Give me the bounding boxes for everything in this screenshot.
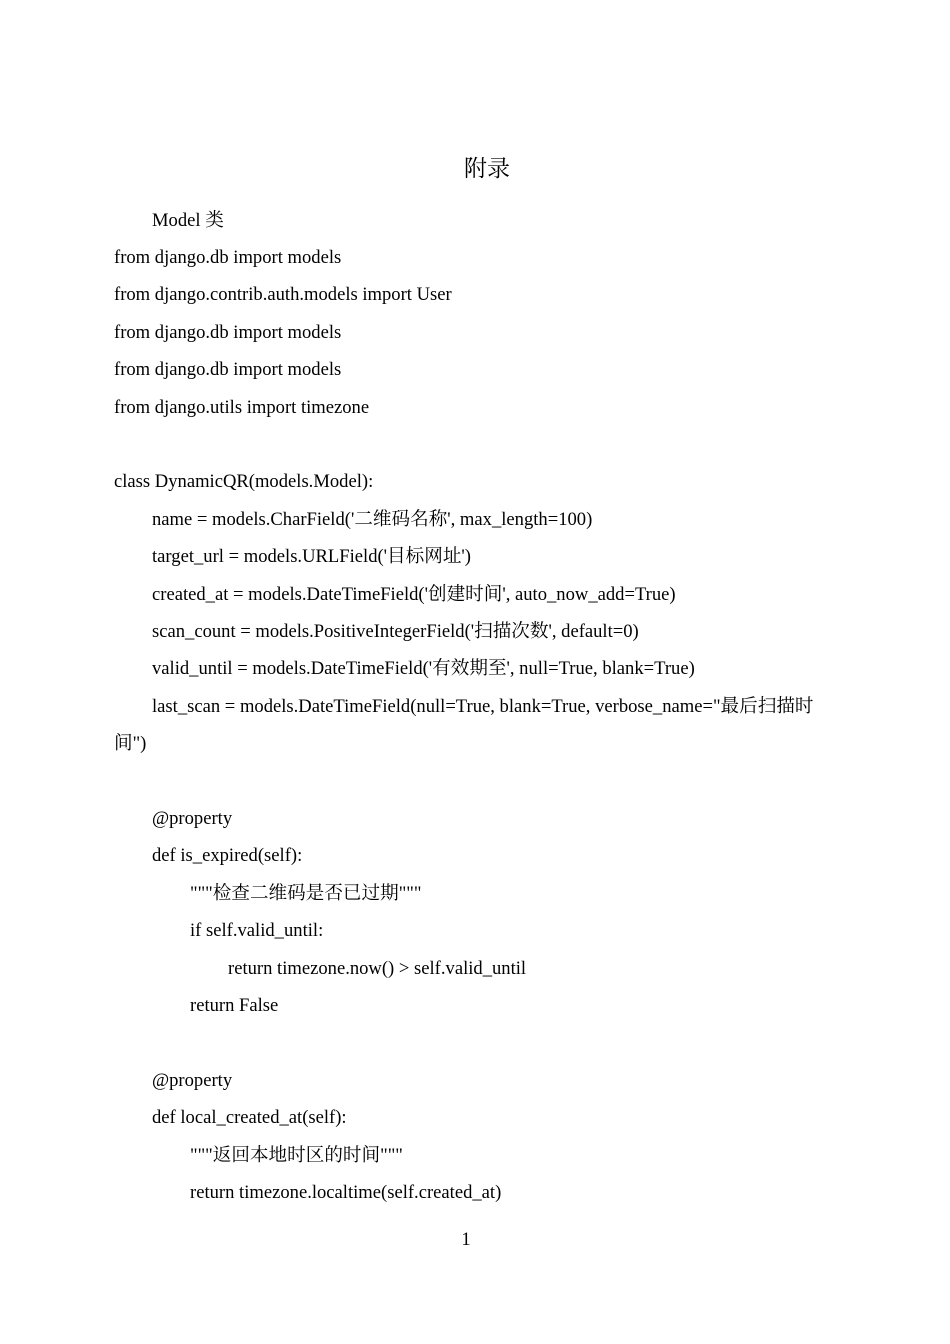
code-line: from django.db import models [114,359,342,381]
code-line: scan_count = models.PositiveIntegerField('扫描次数', default=0) [152,621,639,642]
code-line: return timezone.now() > self.valid_until [228,957,527,979]
code-line: from django.db import models [114,321,342,343]
code-line: @property [152,808,233,829]
code-line: class DynamicQR(models.Model): [114,471,374,493]
code-line: from django.utils import timezone [114,396,370,418]
section-label: Model 类 [152,210,224,231]
code-line: last_scan = models.DateTimeField(null=True, blank=True, verbose_name="最后扫描时 [152,695,814,717]
code-line: """返回本地时区的时间""" [190,1144,403,1166]
code-line: return False [190,995,279,1016]
code-line: target_url = models.URLField('目标网址') [152,546,471,568]
page-number: 1 [461,1229,471,1250]
code-line: if self.valid_until: [190,920,324,942]
code-line: valid_until = models.DateTimeField('有效期至', null=True, blank=True) [152,658,695,680]
code-line: name = models.CharField('二维码名称', max_length=100) [152,508,593,530]
page-title: 附录 [464,156,510,182]
code-line: from django.contrib.auth.models import User [114,284,452,306]
code-line: @property [152,1069,233,1091]
code-line: def local_created_at(self): [152,1107,347,1129]
code-line: 间") [114,733,147,755]
code-line: created_at = models.DateTimeField('创建时间', auto_now_add=True) [152,583,676,605]
code-line: def is_expired(self): [152,845,303,867]
code-line: return timezone.localtime(self.created_at) [190,1182,502,1203]
code-line: from django.db import models [114,247,342,268]
code-line: """检查二维码是否已过期""" [190,882,422,904]
